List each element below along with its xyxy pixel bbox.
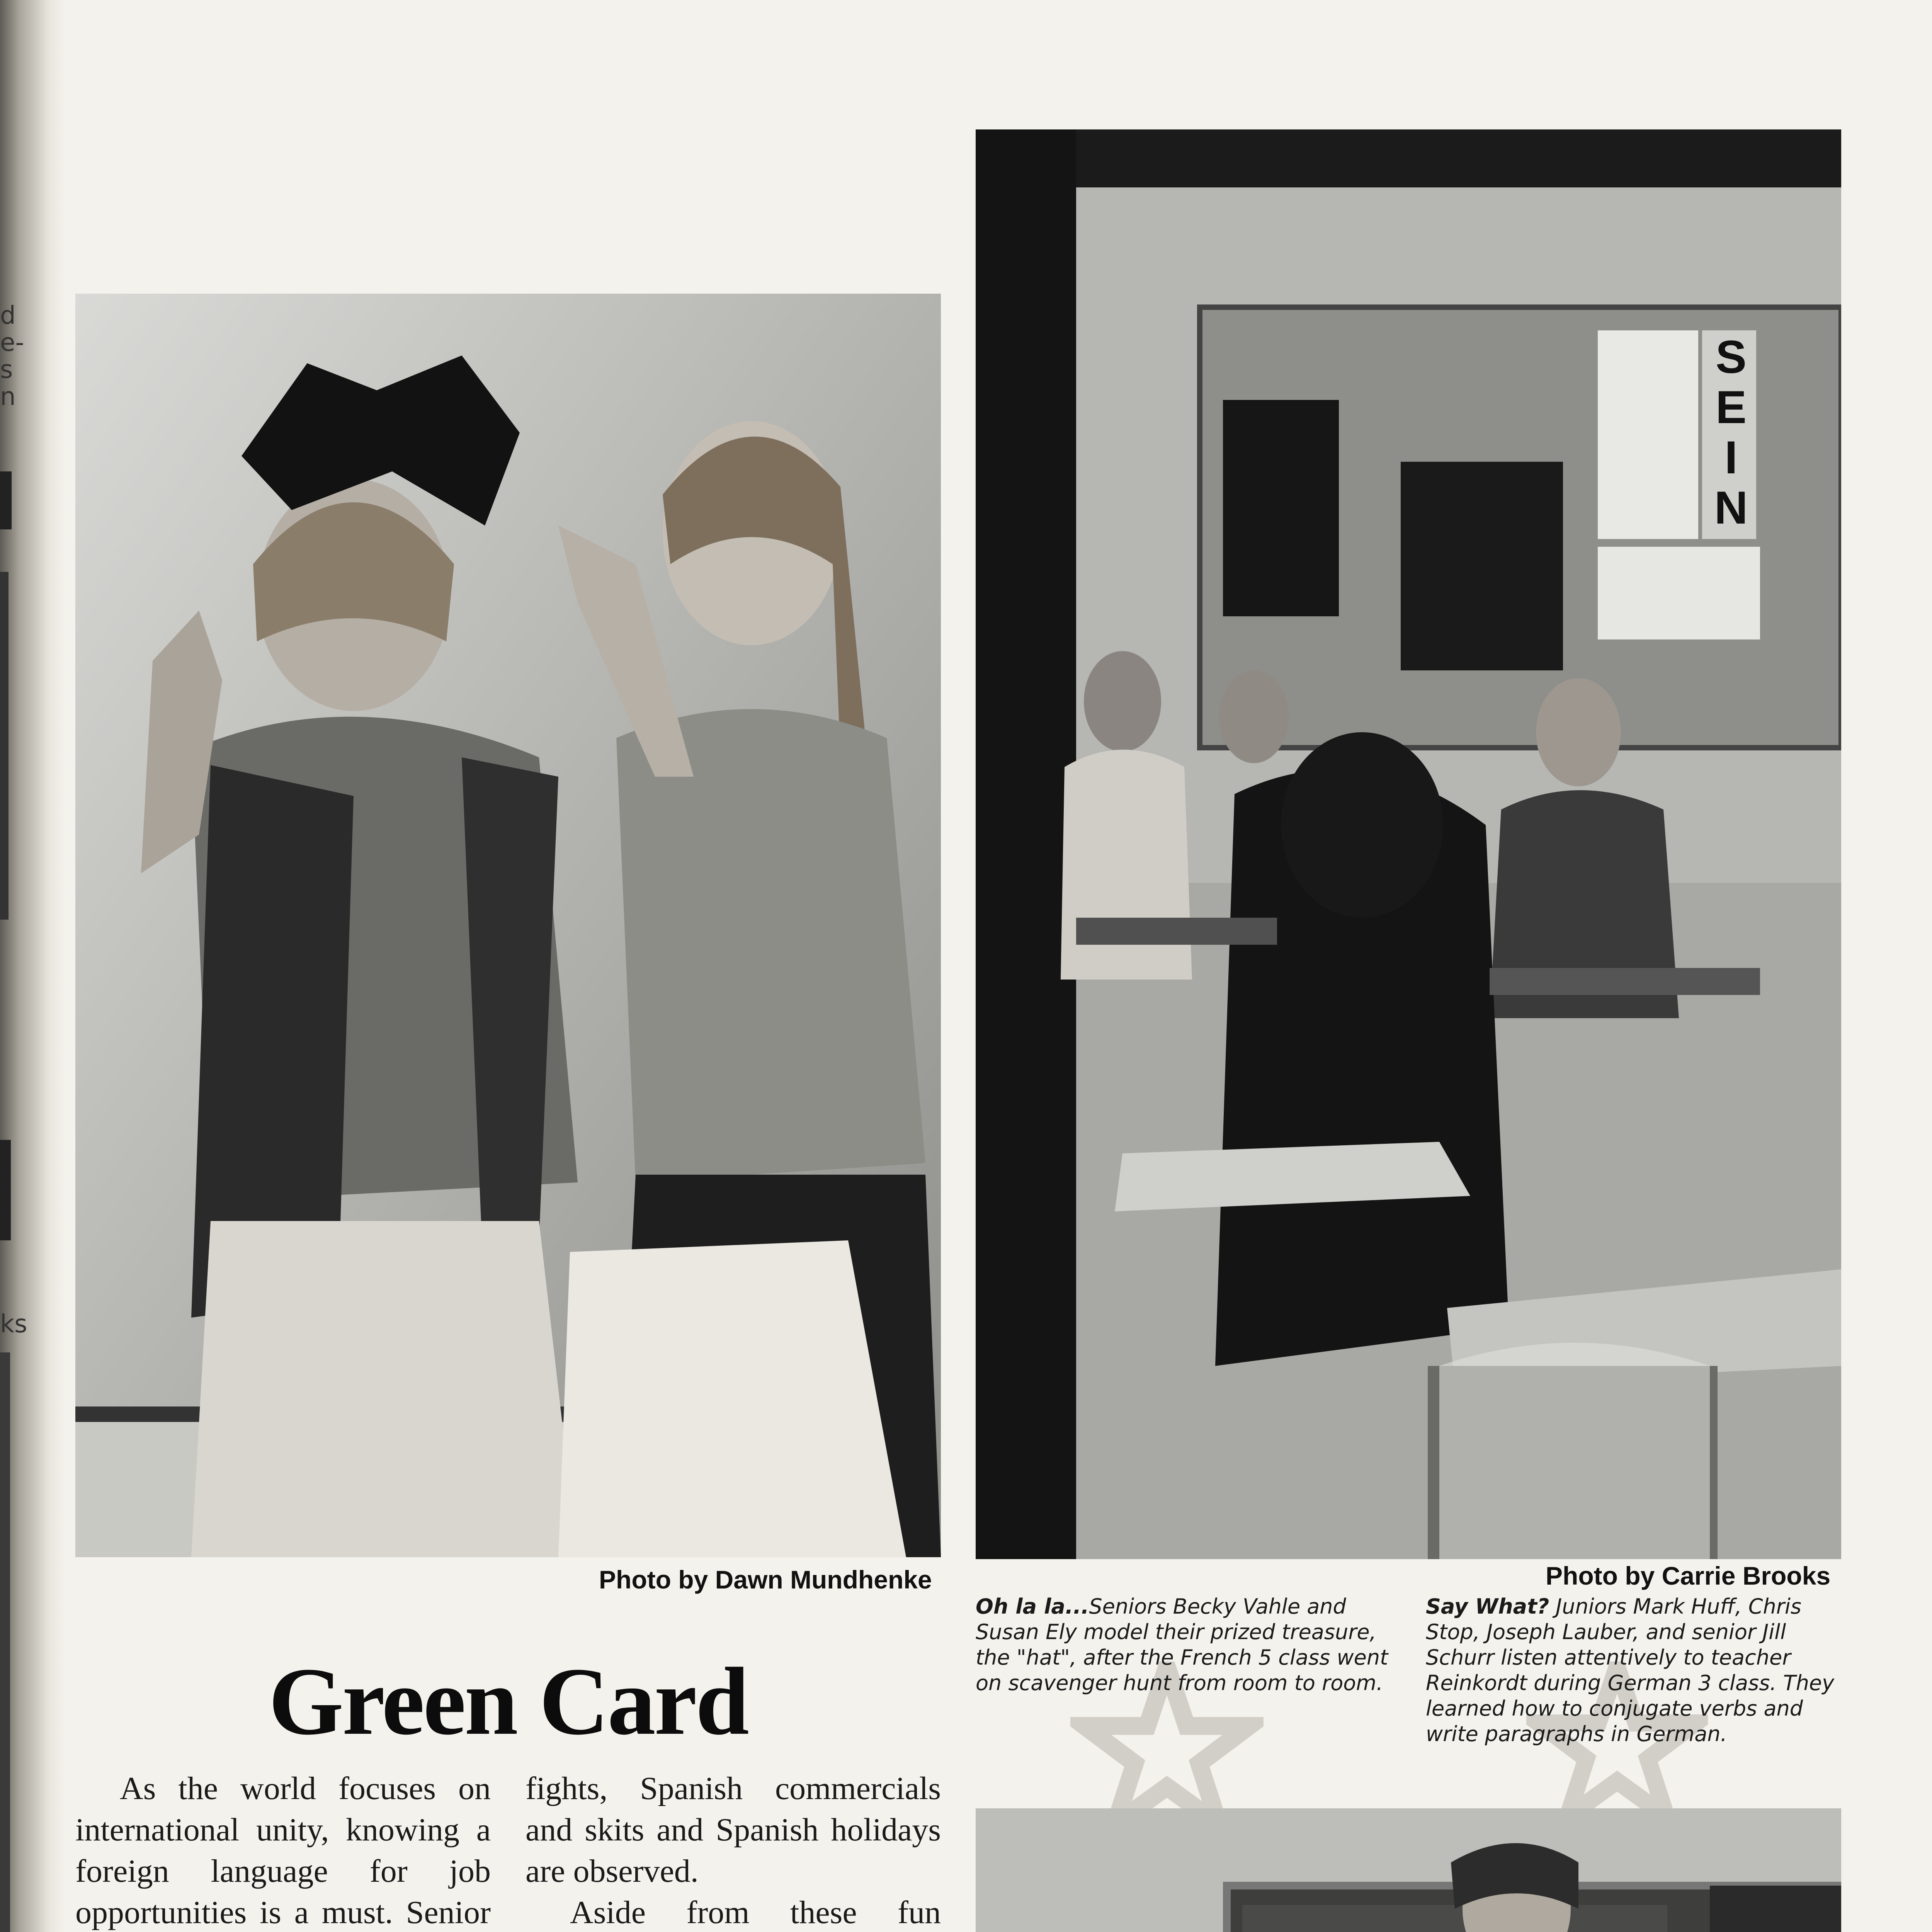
facing-page-photo-edge — [0, 1352, 10, 1932]
photo-credit: Photo by Dawn Mundhenke — [599, 1565, 932, 1594]
facing-page-fragment: n — [0, 383, 16, 411]
caption-lead: Say What? — [1426, 1594, 1549, 1619]
svg-text:I: I — [1725, 432, 1738, 483]
photo-two-girls-hat-icon — [75, 294, 941, 1557]
article-column-2 — [526, 1768, 941, 1932]
photo-credit: Photo by Carrie Brooks — [1546, 1561, 1831, 1590]
photo-spanish-classroom — [976, 1808, 1841, 1932]
svg-text:E: E — [1715, 381, 1747, 433]
article-headline: Green Card — [269, 1648, 748, 1755]
photo-girls-with-hat — [75, 294, 941, 1557]
facing-page-fragment: e- — [0, 328, 24, 357]
facing-page-fragment: ks — [0, 1310, 27, 1338]
photo-caption-german — [1426, 1594, 1843, 1747]
svg-text:N: N — [1714, 482, 1748, 534]
photo-classroom-spanish-icon — [976, 1808, 1841, 1932]
photo-german-classroom — [976, 129, 1841, 1559]
article-column-1 — [75, 1768, 491, 1932]
photo-classroom-german-icon — [976, 129, 1841, 1559]
article-paragraph: Aside from these fun — [570, 1895, 941, 1930]
caption-text: Seniors Becky Vahle and Susan Ely model their prized treasure, the "hat", after the French 5 class went on scavenger hunt from room to room. — [976, 1594, 1388, 1695]
facing-page-fragment: d — [0, 301, 16, 330]
facing-page-photo-edge — [0, 1140, 11, 1240]
photo-caption-french — [976, 1594, 1401, 1696]
facing-page-fragment: s — [0, 355, 13, 384]
poster-sein-text: S — [1715, 331, 1747, 383]
caption-text: Juniors Mark Huff, Chris Stop, Joseph Lauber, and senior Jill Schurr listen attentively to teacher Reinkordt during German 3 class. They learned how to conjugate verbs and write paragraphs in German. — [1426, 1594, 1835, 1746]
facing-page-photo-edge — [0, 471, 12, 529]
facing-page-photo-edge — [0, 572, 9, 920]
caption-lead: Oh la la... — [976, 1594, 1089, 1619]
article-paragraph: fights, Spanish commercials and skits and Spanish holidays are observed. — [526, 1770, 941, 1889]
article-paragraph: As the world focuses on international unity, knowing a foreign language for job opportunities is a must. Senior — [75, 1770, 491, 1930]
